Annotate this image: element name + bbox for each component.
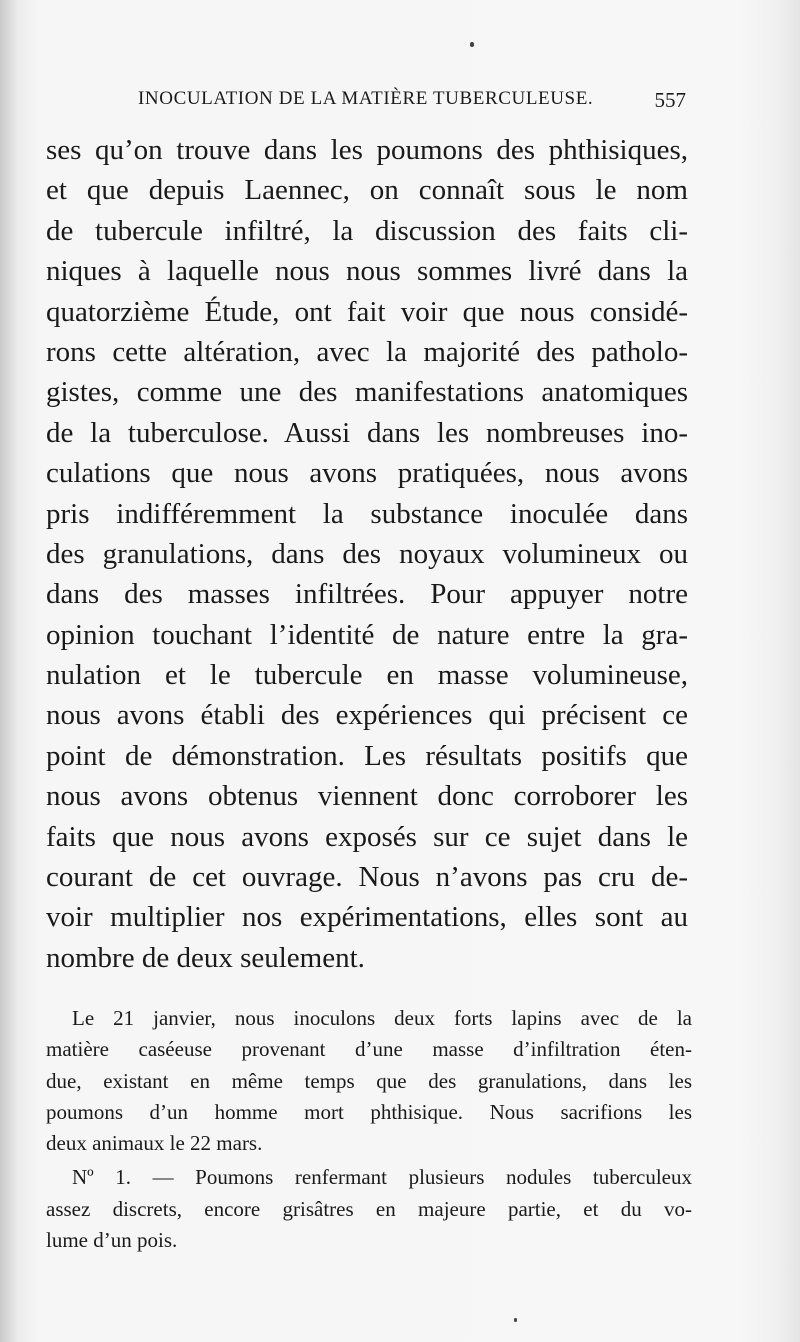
note-line: Nº 1. — Poumons renfermant plusieurs nodules tuberculeux: [72, 1165, 692, 1190]
body-line: des granulations, dans des noyaux volumineux ou: [46, 537, 688, 570]
body-line: gistes, comme une des manifestations anatomiques: [46, 376, 688, 409]
note-line: poumons d’un homme mort phthisique. Nous sacrifions les: [46, 1099, 692, 1124]
body-line: nombre de deux seulement.: [46, 941, 365, 974]
note-line: Le 21 janvier, nous inoculons deux forts lapins avec de la: [72, 1006, 692, 1030]
page-header: [46, 88, 686, 116]
body-line: rons cette altération, avec la majorité des patholo-: [46, 335, 688, 368]
page-number: 557: [654, 88, 686, 112]
body-paragraph: [46, 130, 688, 978]
running-title: INOCULATION DE LA MATIÈRE TUBERCULEUSE.: [138, 88, 594, 109]
body-line: point de démonstration. Les résultats positifs que: [46, 739, 688, 772]
body-line: de tubercule infiltré, la discussion des faits cli-: [46, 214, 688, 247]
note-line: assez discrets, encore grisâtres en majeure partie, et du vo-: [46, 1196, 692, 1221]
body-line: quatorzième Étude, ont fait voir que nous considé-: [46, 295, 688, 328]
body-line: opinion touchant l’identité de nature entre la gra-: [46, 618, 688, 651]
note-paragraph-inoculation: [46, 1003, 692, 1159]
body-line: voir multiplier nos expérimentations, elles sont au: [46, 901, 688, 934]
ink-speck: [470, 42, 474, 47]
body-line: nous avons établi des expériences qui précisent ce: [46, 699, 688, 732]
body-line: niques à laquelle nous nous sommes livré dans la: [46, 255, 688, 288]
body-line: de la tuberculose. Aussi dans les nombreuses ino-: [46, 416, 688, 449]
case-notes: [46, 1003, 692, 1256]
body-line: et que depuis Laennec, on connaît sous le nom: [46, 174, 688, 207]
note-paragraph-case-1: [46, 1162, 692, 1256]
body-line: nulation et le tubercule en masse volumineuse,: [46, 659, 688, 692]
body-line: dans des masses infiltrées. Pour appuyer notre: [46, 578, 688, 611]
body-line: faits que nous avons exposés sur ce sujet dans le: [46, 820, 688, 853]
note-line: due, existant en même temps que des granulations, dans les: [46, 1068, 692, 1093]
body-line: courant de cet ouvrage. Nous n’avons pas cru de-: [46, 861, 688, 894]
note-line: lume d’un pois.: [46, 1228, 178, 1253]
body-line: ses qu’on trouve dans les poumons des phthisiques,: [46, 134, 688, 166]
body-line: pris indifféremment la substance inoculée dans: [46, 497, 688, 530]
note-line: deux animaux le 22 mars.: [46, 1131, 263, 1156]
ink-speck: [514, 1318, 517, 1322]
body-line: culations que nous avons pratiquées, nous avons: [46, 457, 688, 490]
body-line: nous avons obtenus viennent donc corroborer les: [46, 780, 688, 813]
note-line: matière caséeuse provenant d’une masse d’infiltration éten-: [46, 1037, 692, 1062]
